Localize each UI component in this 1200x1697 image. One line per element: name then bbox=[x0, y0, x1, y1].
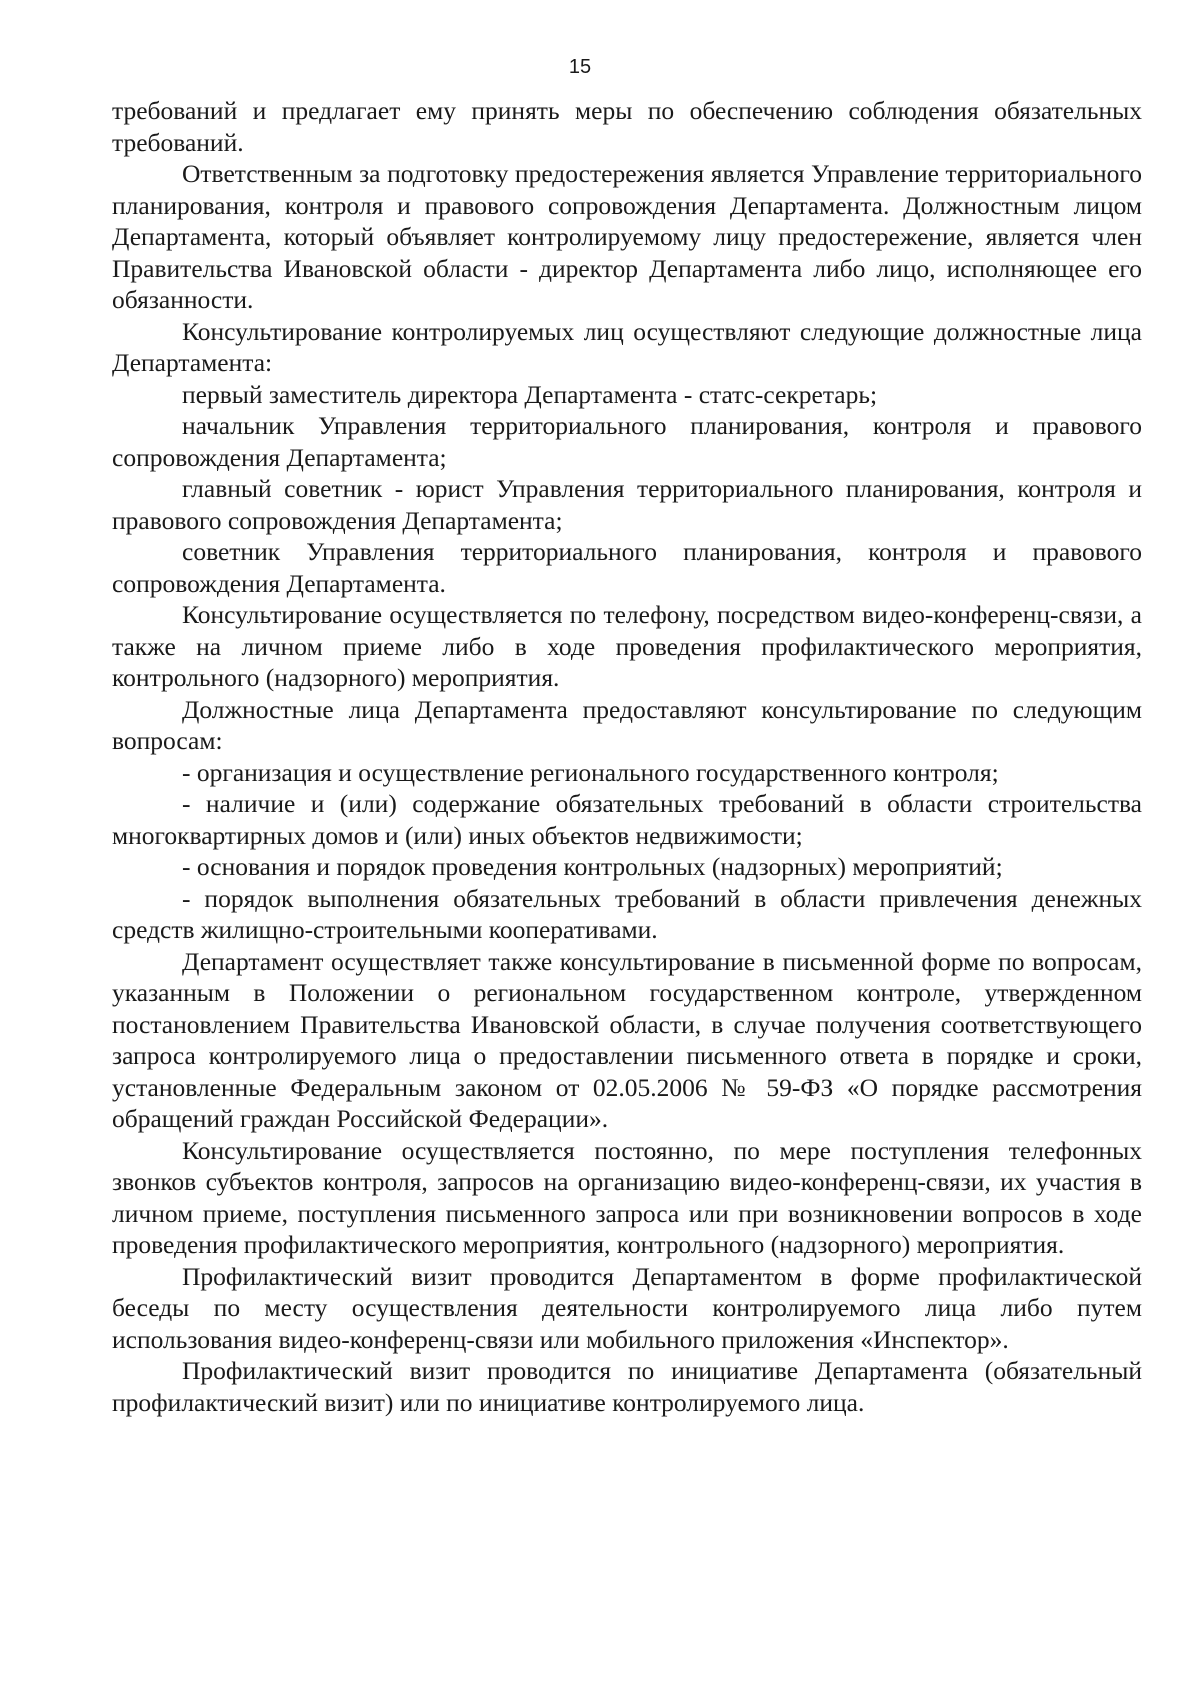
list-item: - порядок выполнения обязательных требований в области привлечения денежных средств жилищно-строительными кооперативами. bbox=[112, 883, 1142, 944]
paragraph: Ответственным за подготовку предостережения является Управление территориального планирования, контроля и правового сопровождения Департамента. Должностным лицом Департамента, который объявляет контролируемому лицу предостережение, является член Правительства Ивановской области - директор Департамента либо лицо, исполняющее его обязанности. bbox=[112, 159, 1142, 314]
list-item: советник Управления территориального планирования, контроля и правового сопровождения Департамента. bbox=[112, 537, 1142, 598]
paragraph: Профилактический визит проводится по инициативе Департамента (обязательный профилактический визит) или по инициативе контролируемого лица. bbox=[112, 1356, 1142, 1417]
paragraph: Консультирование контролируемых лиц осуществляют следующие должностные лица Департамента: bbox=[112, 316, 1142, 377]
document-body bbox=[112, 95, 1142, 1418]
list-item: - наличие и (или) содержание обязательных требований в области строительства многоквартирных домов и (или) иных объектов недвижимости; bbox=[112, 789, 1142, 850]
paragraph: Департамент осуществляет также консультирование в письменной форме по вопросам, указанным в Положении о региональном государственном контроле, утвержденном постановлением Правительства Ивановской области, в случае получения соответствующего запроса контролируемого лица о предоставлении письменного ответа в порядке и сроки, установленные Федеральным законом от 02.05.2006 № 59-ФЗ «О порядке рассмотрения обращений граждан Российской Федерации». bbox=[112, 946, 1142, 1133]
paragraph: Консультирование осуществляется постоянно, по мере поступления телефонных звонков субъектов контроля, запросов на организацию видео-конференц-связи, их участия в личном приеме, поступления письменного запроса или при возникновении вопросов в ходе проведения профилактического мероприятия, контрольного (надзорного) мероприятия. bbox=[112, 1135, 1142, 1259]
paragraph: Должностные лица Департамента предоставляют консультирование по следующим вопросам: bbox=[112, 694, 1142, 755]
paragraph: требований и предлагает ему принять меры по обеспечению соблюдения обязательных требований. bbox=[112, 96, 1142, 157]
list-item: - организация и осуществление регионального государственного контроля; bbox=[182, 757, 999, 787]
paragraph: Консультирование осуществляется по телефону, посредством видео-конференц-связи, а также на личном приеме либо в ходе проведения профилактического мероприятия, контрольного (надзорного) мероприятия. bbox=[112, 600, 1142, 692]
list-item: - основания и порядок проведения контрольных (надзорных) мероприятий; bbox=[182, 852, 1003, 881]
list-item: первый заместитель директора Департамента - статс-секретарь; bbox=[182, 379, 878, 409]
page-number: 15 bbox=[568, 56, 592, 78]
list-item: главный советник - юрист Управления территориального планирования, контроля и правового сопровождения Департамента; bbox=[112, 474, 1142, 535]
list-item: начальник Управления территориального планирования, контроля и правового сопровождения Департамента; bbox=[112, 411, 1142, 472]
paragraph: Профилактический визит проводится Департаментом в форме профилактической беседы по месту осуществления деятельности контролируемого лица либо путем использования видео-конференц-связи или мобильного приложения «Инспектор». bbox=[112, 1261, 1142, 1354]
